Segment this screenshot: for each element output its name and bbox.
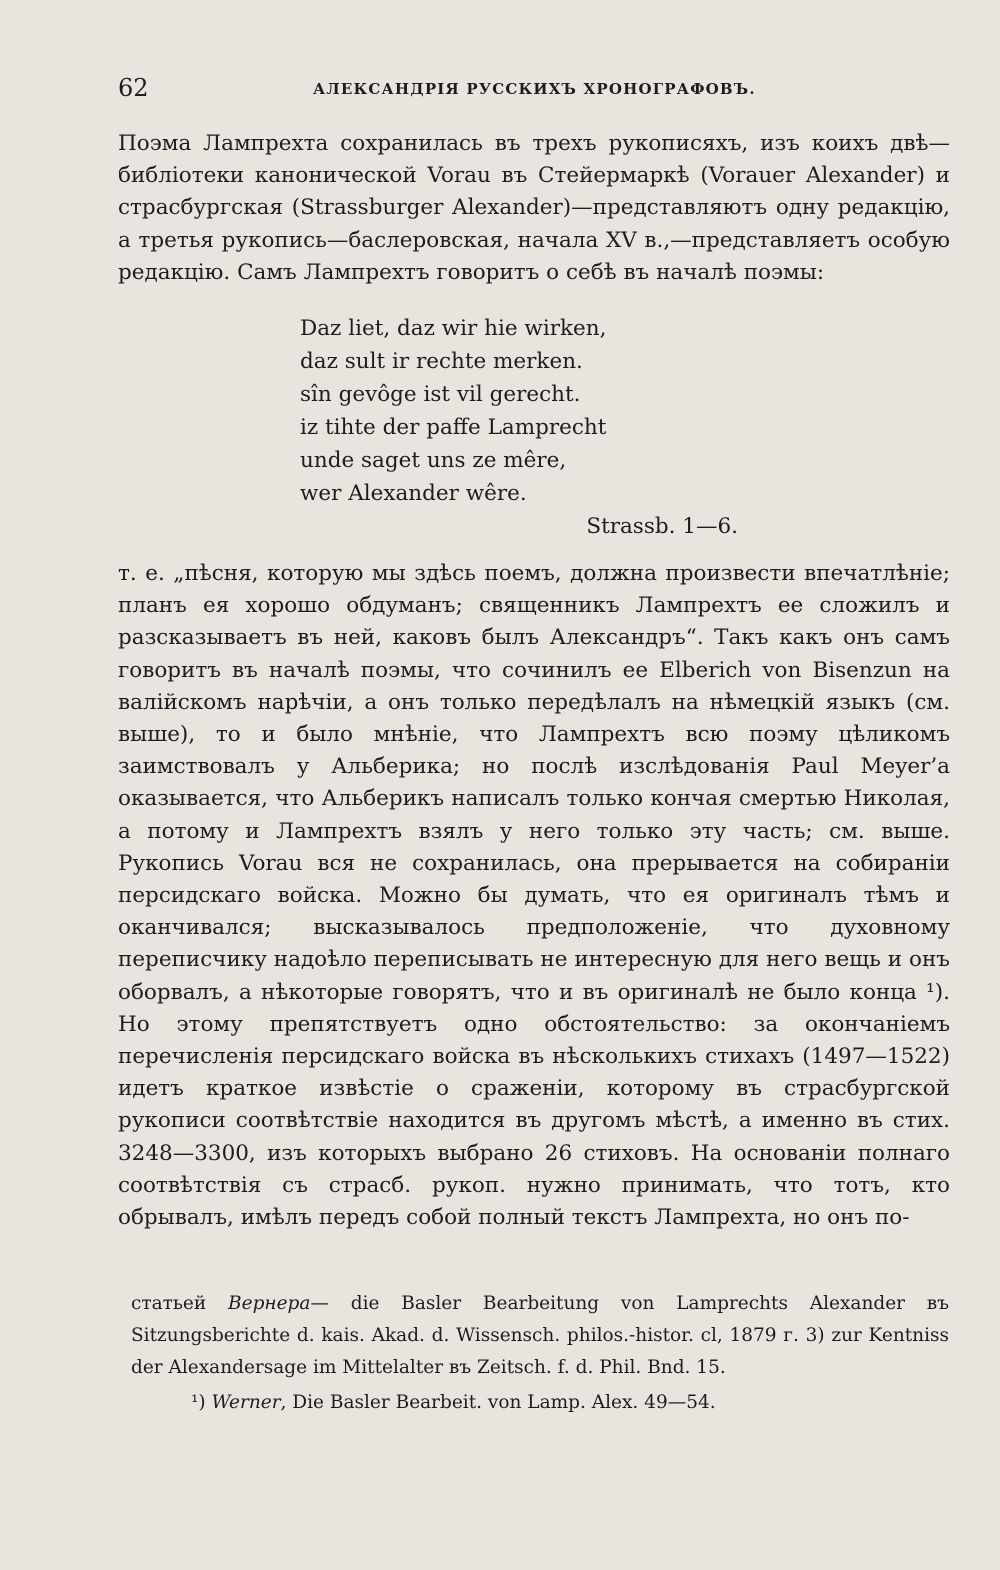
footnote-continuation-body: — die Basler Bearbeitung von Lamprechts Alexander въ Sitzungsberichte d. kais. Akad. d. Wissensch. philos.-histor. cl, 1879 г. 3) zur Kentniss der Alexandersage im Mittelalter въ Zeitsch. f. d. Phil. Bnd. 15. — [131, 1293, 949, 1378]
page-header — [118, 74, 858, 108]
footnote-author-werner-ru: Вернера — [228, 1293, 311, 1314]
verse-line: iz tihte der paffe Lamprecht — [300, 415, 607, 440]
verse-source: Strassb. 1—6. — [586, 514, 738, 539]
footnote-continuation-lead: статьей — [131, 1293, 207, 1314]
paragraph-2-text: т. е. „пѣсня, которую мы здѣсь поемъ, должна произвести впечатлѣніе; планъ ея хорошо обдуманъ; священникъ Лампрехтъ ее сложилъ и разсказываетъ въ ней, каковъ былъ Александръ“. Такъ какъ онъ самъ говоритъ въ началѣ поэмы, что сочинилъ ее Elberich von Bisenzun на валійскомъ нарѣчіи, а онъ только передѣлалъ на нѣмецкій языкъ (см. выше), то и было мнѣніе, что Лампрехтъ всю поэму цѣликомъ заимствовалъ у Альберика; но послѣ изслѣдованія Paul Meyer’а оказывается, что Альберикъ написалъ только кончая смертью Николая, а потому и Лампрехтъ взялъ у него только эту часть; см. выше. Рукопись Vorau вся не сохранилась, она прерывается на собираніи персидскаго войска. Можно бы думать, что ея оригиналъ тѣмъ и оканчивался; высказывалось предположеніе, что духовному переписчику надоѣло переписывать не интересную для него вещь и онъ оборвалъ, а нѣкоторые говорятъ, что и въ оригиналѣ не было конца — [118, 561, 950, 1005]
footnote-1-text: , Die Basler Bearbeit. von Lamp. Alex. 49—54. — [280, 1392, 716, 1413]
footnote-1 — [131, 1387, 949, 1419]
footnote-continuation — [131, 1288, 949, 1384]
verse-line: wer Alexander wêre. — [300, 481, 527, 506]
paragraph-2 — [118, 558, 950, 1234]
paragraph-1: Поэма Лампрехта сохранилась въ трехъ рукописяхъ, изъ коихъ двѣ—библіотеки канонической Vorau въ Стейермаркѣ (Vorauer Alexander) и страсбургская (Strassburger Alexander)—представляютъ одну редакцію, а третья рукопись—баслеровская, начала XV в.,—представляетъ особую редакцію. Самъ Лампрехтъ говоритъ о себѣ въ началѣ поэмы: — [118, 131, 950, 285]
verse-line: sîn gevôge ist vil gerecht. — [300, 382, 581, 407]
verse-quotation — [300, 312, 780, 543]
running-title: АЛЕКСАНДРІЯ РУССКИХЪ ХРОНОГРАФОВЪ. — [313, 80, 756, 98]
footnote-1-mark: ¹) — [191, 1392, 206, 1413]
page-number: 62 — [118, 74, 149, 102]
verse-line: unde saget uns ze mêre, — [300, 448, 567, 473]
footnote-1-author: Werner — [211, 1392, 281, 1413]
footnotes — [131, 1288, 949, 1419]
paragraph-2-continuation: . Но этому препятствуетъ одно обстоятельство: за окончаніемъ перечисленія персидскаго войска въ нѣсколькихъ стихахъ (1497—1522) идетъ краткое извѣстіе о сраженіи, которому въ страсбургской рукописи соотвѣтствіе находится въ другомъ мѣстѣ, а именно въ стих. 3248—3300, изъ которыхъ выбрано 26 стиховъ. На основаніи полнаго соотвѣтствія съ страсб. рукоп. нужно принимать, что тотъ, кто обрывалъ, имѣлъ передъ собой полный текстъ Лампрехта, но онъ по- — [118, 979, 950, 1231]
verse-line: daz sult ir rechte merken. — [300, 349, 583, 374]
footnote-reference: ¹) — [926, 979, 944, 1005]
verse-line: Daz liet, daz wir hie wirken, — [300, 316, 607, 341]
